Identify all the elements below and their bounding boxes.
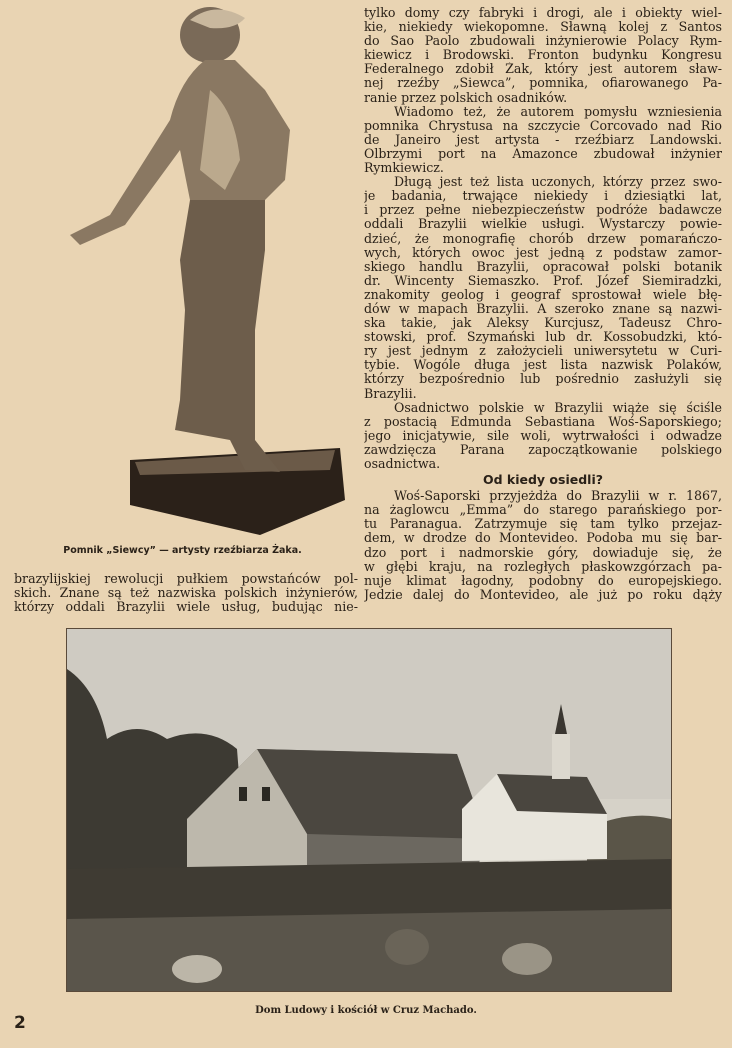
text-line: Brazylii.: [364, 386, 417, 401]
page-number: 2: [14, 1013, 26, 1033]
text-line: którzy oddali Brazylii wiele usług, budując nie-: [14, 600, 358, 615]
text-line: tybie. Wogóle długa jest lista nazwisk Polaków,: [364, 358, 722, 373]
section-heading: Od kiedy osiedli?: [482, 472, 603, 488]
right-column-text: [364, 6, 722, 602]
text-line: je badania, trwające niekiedy i dziesiątki lat,: [364, 189, 722, 204]
text-line: znakomity geolog i geograf sprostował wiele błę-: [364, 287, 722, 302]
text-line: dzieć, że monografię chorób drzew pomarańczo-: [364, 231, 722, 246]
text-line: Osadnictwo polskie w Brazylii wiąże się ściśle: [394, 400, 722, 415]
text-line: w głębi kraju, na rozległych płaskowzgórzach pa-: [364, 559, 722, 574]
text-line: osadnictwa.: [364, 457, 441, 471]
photo-caption: Dom Ludowy i kościół w Cruz Machado.: [255, 1005, 477, 1016]
text-line: Długą jest też lista uczonych, którzy przez swo-: [394, 175, 722, 190]
text-line: Woś-Saporski przyjeżdża do Brazylii w r. 1867,: [394, 489, 722, 504]
text-line: ska takie, jak Aleksy Kurcjusz, Tadeusz Chro-: [364, 316, 722, 331]
text-line: brazylijskiej rewolucji pułkiem powstańców pol-: [14, 572, 358, 586]
text-line: pomnika Chrystusa na szczycie Corcovado nad Rio: [364, 118, 722, 133]
text-line: do Sao Paolo zbudowali inżynierowie Polacy Rym-: [364, 34, 722, 49]
statue-caption: Pomnik „Siewcy” — artysty rzeźbiarza Żaka.: [63, 545, 302, 556]
text-line: dem, w drodze do Montevideo. Podoba mu się bar-: [364, 531, 722, 546]
text-line: Wiadomo też, że autorem pomysłu wzniesienia: [394, 104, 722, 119]
text-line: ry jest jednym z założycieli uniwersytetu w Curi-: [364, 344, 722, 359]
text-line: Rymkiewicz.: [364, 161, 444, 176]
text-line: jego inicjatywie, sile woli, wytrwałości i odwadze: [364, 428, 722, 443]
text-line: ranie przez polskich osadników.: [364, 90, 568, 105]
text-line: Jedzie dalej do Montevideo, ale już po roku dąży: [364, 587, 722, 602]
text-line: dów w mapach Brazylii. A szeroko znane są nazwi-: [364, 301, 722, 316]
text-line: oddali Brazylii wielkie usługi. Wystarczy powie-: [364, 217, 722, 232]
text-line: dr. Wincenty Siemaszko. Prof. Józef Siemiradzki,: [364, 273, 722, 288]
text-line: Federalnego zdobił Żak, który jest autorem sław-: [364, 62, 722, 77]
text-line: kie, niekiedy wiekopomne. Sławną kolej z Santos: [364, 20, 722, 35]
text-line: kiewicz i Brodowski. Fronton budynku Kongresu: [364, 48, 722, 63]
text-line: skiego handlu Brazylii, opracował polski botanik: [364, 259, 722, 274]
text-line: nuje klimat łagodny, podobny do europejskiego.: [364, 573, 722, 588]
text-line: tu Paranagua. Zatrzymuje się tam tylko przejaz-: [364, 517, 722, 532]
text-line: którzy bezpośrednio lub pośrednio zasłużyli się: [364, 372, 722, 387]
text-line: z postacią Edmunda Sebastiana Woś-Saporskiego;: [364, 414, 722, 429]
text-line: stowski, prof. Szymański lub dr. Kossobudzki, któ-: [364, 330, 722, 345]
text-line: Olbrzymi port na Amazonce zbudował inżynier: [364, 146, 722, 161]
text-line: tylko domy czy fabryki i drogi, ale i obiekty wiel-: [364, 6, 722, 20]
text-line: skich. Znane są też nazwiska polskich inżynierów,: [14, 586, 358, 601]
text-line: i przez pełne niebezpieczeństw podróże badawcze: [364, 203, 722, 218]
text-line: nej rzeźby „Siewca”, pomnika, ofiarowanego Pa-: [364, 76, 722, 91]
text-line: zawdzięcza Parana zapoczątkowanie polskiego: [364, 442, 722, 457]
text-line: na żaglowcu „Emma” do starego parańskiego por-: [364, 503, 722, 518]
sower-statue-photo: [30, 0, 360, 540]
cruz-machado-photo: [66, 628, 672, 992]
left-column-text: [14, 572, 358, 614]
text-line: dzo port i nadmorskie góry, dowiaduje się, że: [364, 545, 722, 560]
text-line: de Janeiro jest artysta - rzeźbiarz Landowski.: [364, 132, 722, 147]
text-line: wych, których owoc jest jedną z podstaw zamor-: [364, 245, 722, 260]
